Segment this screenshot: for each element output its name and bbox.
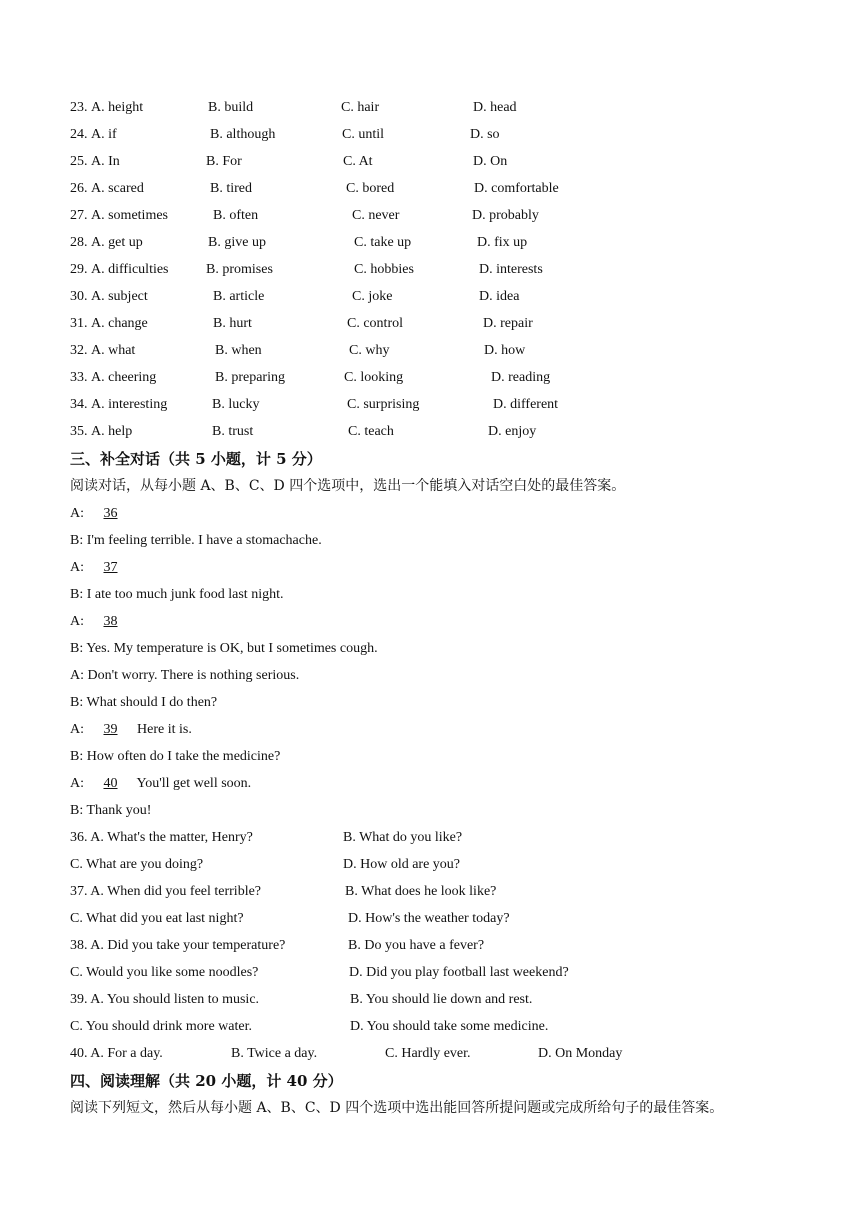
speaker-label: A: (70, 506, 84, 521)
option-number: 25. (70, 154, 88, 169)
option-b: B. lucky (212, 397, 260, 412)
dialogue-text: I ate too much junk food last night. (86, 587, 284, 602)
option-number: 35. (70, 424, 88, 439)
speaker-label: A: (70, 560, 84, 575)
option-number: 27. (70, 208, 88, 223)
option-c: C. At (343, 154, 373, 169)
option-c: C. take up (354, 235, 412, 250)
dialogue-text: I'm feeling terrible. I have a stomachache. (86, 533, 322, 548)
option-d: D. so (470, 127, 500, 142)
dialogue-line (70, 611, 134, 633)
option-left: C. What did you eat last night? (70, 911, 244, 926)
option-b: B. give up (208, 235, 266, 250)
speaker-label: B: (70, 695, 84, 710)
option-right: D. Did you play football last weekend? (349, 965, 569, 980)
option-a: A. cheering (91, 370, 157, 385)
speaker-label: B: (70, 641, 84, 656)
option-right: B. What do you like? (343, 830, 463, 845)
option-left: C. What are you doing? (70, 857, 204, 872)
dialogue-text: Don't worry. There is nothing serious. (87, 668, 300, 683)
speaker-label: A: (70, 722, 84, 737)
option-left: 39. A. You should listen to music. (70, 992, 260, 1007)
dialogue-line (70, 584, 283, 606)
option-number: 31. (70, 316, 88, 331)
dialogue-text: You'll get well soon. (136, 776, 252, 791)
option-c: C. bored (346, 181, 395, 196)
dialogue-text: Here it is. (137, 722, 192, 737)
dialogue-line (70, 530, 322, 552)
option-c: C. why (349, 343, 390, 358)
answer-blank: 40 (103, 776, 118, 791)
option-left: C. You should drink more water. (70, 1019, 252, 1034)
option-b: B. promises (206, 262, 273, 277)
speaker-label: B: (70, 533, 84, 548)
option-b: B. hurt (213, 316, 252, 331)
option-c: C. until (342, 127, 385, 142)
section-3-heading: 三、补全对话（共 5 小题，计 5 分） (70, 450, 322, 468)
option-d: D. how (484, 343, 526, 358)
option-d: D. repair (483, 316, 533, 331)
dialogue-text: Thank you! (86, 803, 152, 818)
option-a: A. sometimes (91, 208, 168, 223)
option-right: D. How old are you? (343, 857, 461, 872)
section-4-heading: 四、阅读理解（共 20 小题，计 40 分） (70, 1072, 343, 1090)
option-number: 29. (70, 262, 88, 277)
dialogue-line (70, 557, 134, 579)
option-d: D. On Monday (538, 1046, 623, 1061)
option-number: 26. (70, 181, 88, 196)
answer-blank: 39 (103, 722, 118, 737)
option-a: A. get up (91, 235, 143, 250)
dialogue-text: What should I do then? (86, 695, 218, 710)
option-a: A. In (91, 154, 120, 169)
option-number: 33. (70, 370, 88, 385)
option-a: A. scared (91, 181, 144, 196)
option-a: A. difficulties (91, 262, 169, 277)
option-a: A. help (91, 424, 133, 439)
option-d: D. head (473, 100, 517, 115)
option-a: A. subject (91, 289, 148, 304)
option-number: 32. (70, 343, 88, 358)
option-c: C. looking (344, 370, 404, 385)
answer-blank: 38 (103, 614, 118, 629)
option-d: D. interests (479, 262, 543, 277)
option-left: C. Would you like some noodles? (70, 965, 259, 980)
option-d: D. comfortable (474, 181, 559, 196)
option-b: B. when (215, 343, 262, 358)
option-a: A. interesting (91, 397, 168, 412)
option-d: D. On (473, 154, 508, 169)
dialogue-text: Yes. My temperature is OK, but I sometimes cough. (86, 641, 378, 656)
speaker-label: B: (70, 749, 84, 764)
option-right: B. You should lie down and rest. (350, 992, 533, 1007)
option-b: B. preparing (215, 370, 285, 385)
dialogue-text: How often do I take the medicine? (86, 749, 281, 764)
speaker-label: B: (70, 803, 84, 818)
speaker-label: B: (70, 587, 84, 602)
option-d: D. enjoy (488, 424, 537, 439)
option-d: D. different (493, 397, 559, 412)
option-c: C. joke (352, 289, 393, 304)
speaker-label: A: (70, 668, 84, 683)
option-c: C. teach (348, 424, 394, 439)
option-d: D. idea (479, 289, 520, 304)
dialogue-line (70, 638, 378, 660)
answer-blank: 36 (103, 506, 118, 521)
section-4-instruction: 阅读下列短文，然后从每小题 A、B、C、D 四个选项中选出能回答所提问题或完成所给句子的最佳答案。 (70, 1100, 724, 1116)
option-b: B. article (213, 289, 265, 304)
option-b: B. often (213, 208, 259, 223)
option-c: C. Hardly ever. (385, 1046, 471, 1061)
option-right: B. What does he look like? (345, 884, 497, 899)
option-c: C. hobbies (354, 262, 414, 277)
answer-blank: 37 (103, 560, 118, 575)
option-d: D. probably (472, 208, 539, 223)
option-c: C. control (347, 316, 403, 331)
option-right: B. Do you have a fever? (348, 938, 485, 953)
option-left: 38. A. Did you take your temperature? (70, 938, 286, 953)
option-a: 40. A. For a day. (70, 1046, 163, 1061)
speaker-label: A: (70, 776, 84, 791)
option-b: B. Twice a day. (231, 1046, 318, 1061)
option-b: B. trust (212, 424, 254, 439)
option-a: A. change (91, 316, 148, 331)
section-3-instruction: 阅读对话，从每小题 A、B、C、D 四个选项中，选出一个能填入对话空白处的最佳答案。 (70, 478, 626, 494)
option-b: B. although (210, 127, 276, 142)
option-number: 24. (70, 127, 88, 142)
option-c: C. hair (341, 100, 380, 115)
option-b: B. build (208, 100, 254, 115)
option-right: D. You should take some medicine. (350, 1019, 549, 1034)
dialogue-line (70, 719, 192, 741)
option-b: B. tired (210, 181, 252, 196)
option-number: 34. (70, 397, 88, 412)
option-b: B. For (206, 154, 242, 169)
option-right: D. How's the weather today? (348, 911, 510, 926)
dialogue-line (70, 773, 251, 795)
option-d: D. reading (491, 370, 551, 385)
option-number: 28. (70, 235, 88, 250)
option-c: C. never (352, 208, 400, 223)
option-left: 36. A. What's the matter, Henry? (70, 830, 253, 845)
dialogue-line (70, 692, 217, 714)
option-d: D. fix up (477, 235, 528, 250)
speaker-label: A: (70, 614, 84, 629)
dialogue-line (70, 800, 151, 822)
option-a: A. what (91, 343, 136, 358)
dialogue-line (70, 503, 134, 525)
option-a: A. if (91, 127, 117, 142)
option-number: 23. (70, 100, 88, 115)
option-a: A. height (91, 100, 144, 115)
dialogue-line (70, 665, 299, 687)
dialogue-line (70, 746, 280, 768)
option-c: C. surprising (347, 397, 420, 412)
option-left: 37. A. When did you feel terrible? (70, 884, 262, 899)
option-number: 30. (70, 289, 88, 304)
